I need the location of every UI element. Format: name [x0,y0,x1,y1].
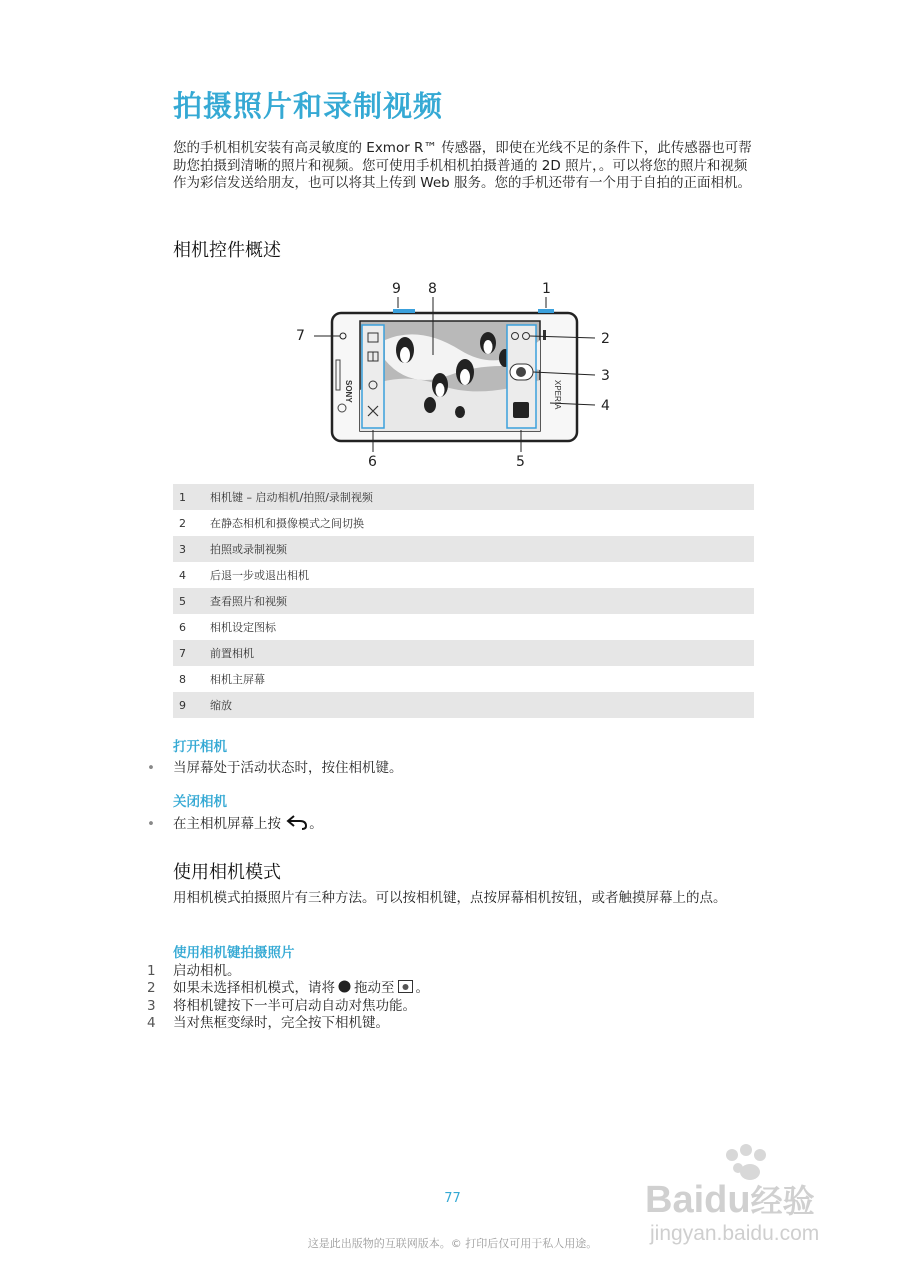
modes-paragraph: 用相机模式拍摄照片有三种方法。可以按相机键，点按屏幕相机按钮，或者触摸屏幕上的点。 [173,890,727,906]
legend-text: 拍照或录制视频 [210,543,287,556]
legend-num: 9 [179,698,186,712]
watermark-brand: Baidu经验 [645,1179,815,1221]
callout-5: 5 [516,454,525,470]
step-item [147,963,429,980]
phone-illustration [290,280,630,475]
open-camera-heading: 打开相机 [173,739,227,755]
step-num: 2 [147,980,156,996]
legend-num: 7 [179,646,186,660]
bullet-dot: • [147,760,155,776]
legend-text: 相机主屏幕 [210,673,265,686]
legend-row [173,692,754,718]
callout-2: 2 [601,331,610,347]
close-camera-text: 在主相机屏幕上按 [173,816,281,832]
step-num: 3 [147,998,156,1014]
model-label: XPERIA [553,380,562,410]
bullet-dot: • [147,816,155,832]
legend-row [173,536,754,562]
legend-row [173,640,754,666]
open-camera-bullet [147,756,403,776]
legend-num: 3 [179,542,186,556]
legend-num: 6 [179,620,186,634]
step-text: 将相机键按下一半可启动自动对焦功能。 [173,998,416,1014]
legend-text: 在静态相机和摄像模式之间切换 [210,517,364,530]
close-camera-heading: 关闭相机 [173,794,227,810]
zoom-key [393,309,415,313]
legend-row [173,666,754,692]
step-num: 1 [147,963,156,979]
step-item [147,1015,429,1032]
back-icon [285,814,309,834]
legend-num: 2 [179,516,186,530]
legend-text: 查看照片和视频 [210,595,287,608]
section-heading-modes: 使用相机模式 [173,862,281,883]
callout-6: 6 [368,454,377,470]
page-title: 拍摄照片和录制视频 [173,89,444,123]
legend-num: 1 [179,490,186,504]
callout-9: 9 [392,281,401,297]
capture-steps [147,963,429,1032]
legend-row [173,484,754,510]
open-camera-text: 当屏幕处于活动状态时，按住相机键。 [173,760,403,776]
legend-row [173,562,754,588]
step-text: 如果未选择相机模式，请将 [173,980,335,996]
step-text: 当对焦框变绿时，完全按下相机键。 [173,1015,389,1031]
settings-panel [362,325,384,428]
legend-row [173,614,754,640]
close-camera-end: 。 [309,816,323,832]
step-text-middle: 拖动至 [354,980,395,996]
camera-mode-icon [398,980,413,998]
legend-row [173,510,754,536]
page-number: 77 [444,1191,461,1206]
intro-paragraph: 您的手机相机安装有高灵敏度的 Exmor R™ 传感器，即使在光线不足的条件下，此传感器也可帮助您拍摄到清晰的照片和视频。您可使用手机相机拍摄普通的 2D 照片，。可以将您的照片和视频作为彩信发送给朋友，也可以将其上传到 Web 服务。您的手机还带有一个用于自拍的正面相机。 [173,140,752,191]
dot-icon [338,980,351,998]
legend-row [173,588,754,614]
callout-8: 8 [428,281,437,297]
legend-text: 前置相机 [210,647,254,660]
legend-num: 5 [179,594,186,608]
step-item [147,980,429,998]
legend-text: 后退一步或退出相机 [210,569,309,582]
footer-text: 这是此出版物的互联网版本。© 打印后仅可用于私人用途。 [307,1237,598,1250]
camera-diagram [290,280,630,475]
capture-heading: 使用相机键拍摄照片 [173,945,295,961]
step-text: 启动相机。 [173,963,241,979]
legend-table [173,484,754,718]
callout-3: 3 [601,368,610,384]
legend-text: 缩放 [210,699,232,712]
legend-num: 8 [179,672,186,686]
watermark-url: jingyan.baidu.com [650,1222,820,1245]
camera-key [538,309,554,313]
legend-text: 相机设定图标 [210,621,276,634]
thumbnail [513,402,529,418]
callout-1: 1 [542,281,551,297]
step-text-end: 。 [415,980,429,996]
close-camera-bullet [147,812,323,834]
callout-7: 7 [296,328,305,344]
brand-label: SONY [344,380,353,403]
step-item [147,998,429,1015]
section-heading-controls: 相机控件概述 [173,240,281,261]
legend-text: 相机键 – 启动相机/拍照/录制视频 [210,491,373,504]
legend-num: 4 [179,568,186,582]
step-num: 4 [147,1015,156,1031]
callout-4: 4 [601,398,610,414]
